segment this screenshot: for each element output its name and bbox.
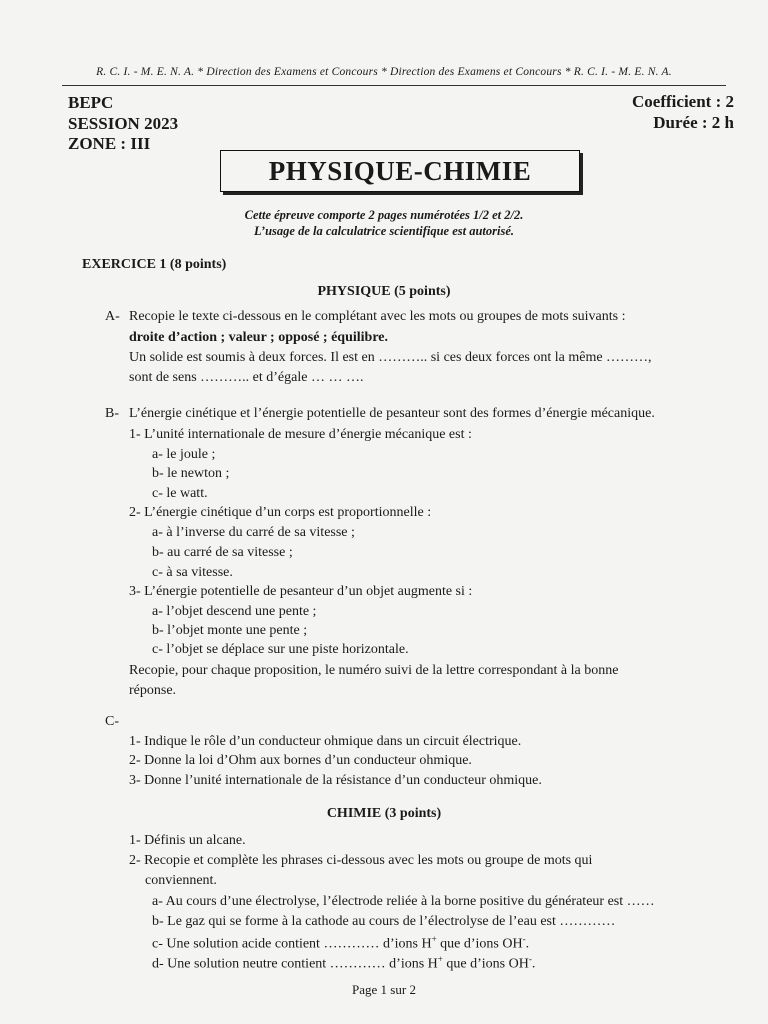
- header-top-line: R. C. I. - M. E. N. A. * Direction des Examens et Concours * Direction des Examens et Concours * R. C. I. - M. E. N. A.: [96, 66, 672, 78]
- answer-b1b: b- le newton ;: [152, 466, 230, 481]
- answer-b2c: c- à sa vitesse.: [152, 565, 233, 580]
- exercise-title: EXERCICE 1 (8 points): [82, 257, 227, 272]
- exam-note-calculator: L’usage de la calculatrice scientifique est autorisé.: [253, 224, 515, 238]
- physique-heading: PHYSIQUE (5 points): [317, 284, 451, 299]
- page-title: PHYSIQUE-CHIMIE: [220, 150, 580, 192]
- answer-b2a: a- à l’inverse du carré de sa vitesse ;: [152, 525, 355, 540]
- section-a-instruction: Recopie le texte ci-dessous en le complétant avec les mots ou groupes de mots suivants :: [129, 309, 626, 324]
- chimie-item-c: c- Une solution acide contient ………… d’ions H+ que d’ions OH-.: [152, 934, 530, 952]
- chimie-item-a: a- Au cours d’une électrolyse, l’électrode reliée à la borne positive du générateur est ……: [152, 894, 655, 909]
- answer-b1c: c- le watt.: [152, 486, 208, 501]
- header-rule: [62, 85, 726, 86]
- section-a-word-list: droite d’action ; valeur ; opposé ; équilibre.: [129, 330, 388, 345]
- question-b1: 1- L’unité internationale de mesure d’énergie mécanique est :: [129, 427, 472, 442]
- chimie-item-d: d- Une solution neutre contient ………… d’ions H+ que d’ions OH-.: [152, 954, 536, 972]
- question-b2: 2- L’énergie cinétique d’un corps est proportionnelle :: [129, 505, 432, 520]
- section-a-text-line1: Un solide est soumis à deux forces. Il est en ……….. si ces deux forces ont la même ………,: [129, 350, 652, 365]
- exam-session: SESSION 2023: [68, 114, 179, 133]
- question-c3: 3- Donne l’unité internationale de la résistance d’un conducteur ohmique.: [129, 773, 542, 788]
- chimie-heading: CHIMIE (3 points): [326, 806, 442, 821]
- question-c1: 1- Indique le rôle d’un conducteur ohmique dans un circuit électrique.: [129, 734, 522, 749]
- section-c-label: C-: [105, 714, 119, 729]
- section-b-label: B-: [105, 406, 119, 421]
- chimie-question-2: 2- Recopie et complète les phrases ci-dessous avec les mots ou groupe de mots qui: [129, 853, 593, 868]
- section-b-instruction-line2: réponse.: [129, 683, 177, 698]
- chimie-question-1: 1- Définis un alcane.: [129, 833, 246, 848]
- answer-b3a: a- l’objet descend une pente ;: [152, 604, 317, 619]
- exam-coefficient: Coefficient : 2: [632, 92, 734, 111]
- chimie-question-2-cont: conviennent.: [145, 873, 217, 888]
- exam-duration: Durée : 2 h: [653, 113, 734, 132]
- section-a-label: A-: [105, 309, 120, 324]
- answer-b3c: c- l’objet se déplace sur une piste horizontale.: [152, 642, 409, 657]
- answer-b1a: a- le joule ;: [152, 447, 216, 462]
- exam-name: BEPC: [68, 93, 114, 112]
- question-b3: 3- L’énergie potentielle de pesanteur d’un objet augmente si :: [129, 584, 473, 599]
- answer-b3b: b- l’objet monte une pente ;: [152, 623, 308, 638]
- question-c2: 2- Donne la loi d’Ohm aux bornes d’un conducteur ohmique.: [129, 753, 472, 768]
- chimie-item-b: b- Le gaz qui se forme à la cathode au cours de l’électrolyse de l’eau est …………: [152, 914, 616, 929]
- page-number: Page 1 sur 2: [352, 982, 416, 997]
- exam-zone: ZONE : III: [68, 134, 151, 153]
- section-b-instruction-line1: Recopie, pour chaque proposition, le numéro suivi de la lettre correspondant à la bonne: [129, 663, 619, 678]
- section-b-intro: L’énergie cinétique et l’énergie potentielle de pesanteur sont des formes d’énergie mécanique.: [129, 406, 655, 421]
- exam-note-pages: Cette épreuve comporte 2 pages numérotées 1/2 et 2/2.: [244, 208, 524, 222]
- section-a-text-line2: sont de sens ……….. et d’égale … … ….: [129, 370, 364, 385]
- answer-b2b: b- au carré de sa vitesse ;: [152, 545, 293, 560]
